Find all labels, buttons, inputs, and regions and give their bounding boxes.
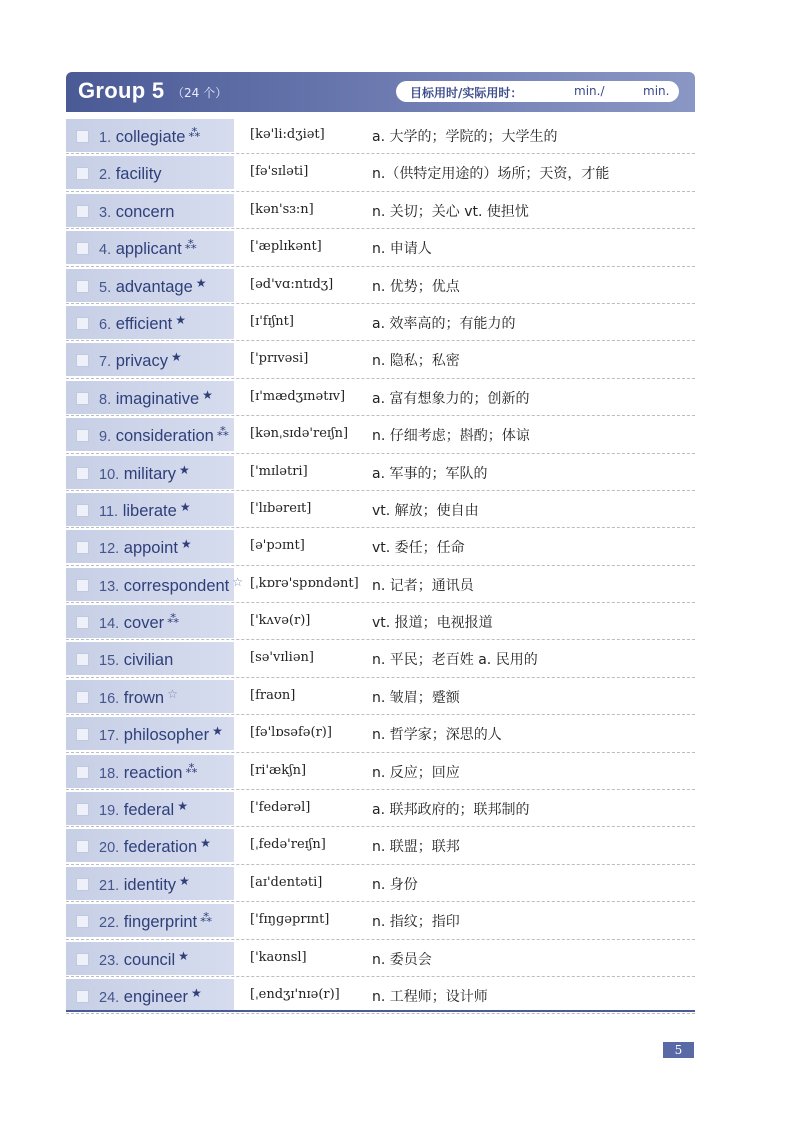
word-number: 22. [99,915,120,932]
word-cell [66,717,234,750]
word-text: federation [123,838,198,857]
word-cell [66,829,234,862]
meaning: n. 工程师；设计师 [372,988,488,1005]
group-title: Group 5 [78,78,165,103]
word-number: 8. [99,391,112,408]
meaning: n. 平民；老百姓 a. 民用的 [372,652,538,669]
word-text: collegiate [115,128,186,146]
phonetic: [ɪ'mædʒɪnətɪv] [250,388,346,404]
word-cell [66,680,234,713]
word-mark: ★ [179,499,191,514]
table-row [66,117,695,154]
word-cell [66,231,234,264]
word-cell [66,194,234,227]
meaning: n. 优势；优点 [372,278,460,295]
table-row [66,416,695,453]
word-number: 4. [99,242,112,259]
word-mark: ★ [195,275,207,290]
phonetic: [kənˌsɪdə'reɪʃn] [250,426,349,442]
word-number: 14. [99,616,120,633]
phonetic: ['lɪbəreɪt] [250,500,312,516]
checkbox[interactable] [76,616,89,629]
word-entry [99,425,229,446]
word-mark: ★ [200,836,211,851]
checkbox[interactable] [76,803,89,816]
word-cell [66,456,234,489]
meaning: n. 隐私；私密 [372,353,460,370]
word-number: 19. [99,803,120,820]
word-number: 3. [99,204,112,221]
word-count: （24 个） [172,86,228,100]
word-cell [66,568,244,601]
phonetic: [kən'sɜ:n] [250,201,314,217]
word-cell [66,642,234,675]
checkbox[interactable] [76,205,89,218]
word-mark: ⁂ [184,238,197,253]
phonetic: [ɪ'fɪʃnt] [250,313,294,329]
word-cell [66,269,234,302]
table-row [66,304,695,341]
phonetic: [fraʊn] [250,687,296,703]
checkbox[interactable] [76,878,89,891]
word-entry [99,126,200,147]
word-text: military [123,464,177,483]
word-cell [66,867,234,900]
word-number: 24. [99,989,120,1006]
word-number: 18. [99,765,120,782]
word-entry [99,687,178,708]
table-row [66,865,695,902]
target-time-unit: min./ [574,84,605,98]
checkbox[interactable] [76,280,89,293]
checkbox[interactable] [76,467,89,480]
word-cell [66,942,234,975]
meaning: n. 仔细考虑；斟酌；体谅 [372,428,530,445]
checkbox[interactable] [76,953,89,966]
word-cell [66,979,234,1012]
checkbox[interactable] [76,915,89,928]
word-entry [99,874,190,895]
vocabulary-table [66,117,695,1014]
word-entry [99,949,189,970]
word-number: 21. [99,877,120,894]
word-number: 7. [99,354,112,371]
phonetic: [aɪ'dentəti] [250,874,323,890]
time-tracker [396,81,679,102]
word-entry [99,612,179,633]
word-entry [99,649,176,670]
meaning: vt. 委任；任命 [372,540,465,557]
word-mark: ★ [177,799,188,814]
table-row [66,528,695,565]
word-cell [66,306,234,339]
table-row [66,154,695,191]
word-mark: ★ [179,462,190,477]
phonetic: [fə'lɒsəfə(r)] [250,725,332,741]
word-entry [99,986,202,1007]
table-row [66,566,695,603]
word-text: council [123,950,176,969]
word-mark: ★ [178,948,189,963]
page-number: 5 [663,1042,694,1058]
phonetic: ['mɪlətri] [250,463,308,479]
phonetic: ['fedərəl] [250,800,311,816]
word-mark: ★ [191,985,202,1000]
table-row [66,827,695,864]
checkbox[interactable] [76,653,89,666]
word-number: 12. [99,541,120,558]
word-cell [66,605,234,638]
word-text: privacy [115,352,168,371]
word-mark: ⁂ [167,612,180,627]
meaning: a. 效率高的；有能力的 [372,315,516,332]
word-cell [66,755,234,788]
meaning: n. 联盟；联邦 [372,839,460,856]
word-number: 10. [99,466,120,483]
table-row [66,640,695,677]
phonetic: [sə'vɪliən] [250,650,314,666]
word-text: efficient [115,314,173,333]
checkbox[interactable] [76,691,89,704]
checkbox[interactable] [76,840,89,853]
meaning: n.（供特定用途的）场所；天资，才能 [372,166,610,183]
meaning: vt. 报道；电视报道 [372,615,493,632]
word-entry [99,537,192,558]
word-text: reaction [123,763,183,782]
phonetic: [ˌendʒɪ'nɪə(r)] [250,986,340,1002]
word-text: fingerprint [123,913,198,932]
word-entry [99,238,197,259]
word-mark: ★ [179,873,190,888]
word-mark: ★ [212,724,223,739]
word-entry [99,724,223,745]
word-entry [99,313,186,334]
phonetic: [ə'pɔɪnt] [250,538,305,554]
word-cell [66,792,234,825]
word-cell [66,418,234,451]
word-entry [99,762,197,783]
word-number: 6. [99,316,112,333]
word-cell [66,381,234,414]
meaning: n. 委员会 [372,951,432,968]
phonetic: ['kʌvə(r)] [250,613,311,629]
table-row [66,267,695,304]
word-cell [66,156,234,189]
word-text: frown [123,688,165,707]
group-header [66,72,695,112]
word-text: engineer [123,987,188,1006]
word-text: correspondent [123,576,230,595]
phonetic: ['æplɪkənt] [250,239,322,255]
table-row [66,454,695,491]
checkbox[interactable] [76,728,89,741]
table-bottom-rule [66,1010,695,1012]
word-mark: ★ [202,387,213,402]
word-number: 9. [99,429,112,446]
checkbox[interactable] [76,354,89,367]
checkbox[interactable] [76,317,89,330]
meaning: a. 军事的；军队的 [372,465,488,482]
meaning: vt. 解放；使自由 [372,502,479,519]
word-mark: ★ [180,537,192,552]
phonetic: [ˌfedə'reɪʃn] [250,837,326,853]
word-mark: ☆ [167,686,178,701]
word-entry [99,163,165,184]
phonetic: [ri'ækʃn] [250,762,307,778]
word-text: federal [123,801,175,820]
word-entry [99,201,177,222]
word-entry [99,836,211,857]
meaning: n. 皱眉；蹙额 [372,689,460,706]
word-number: 5. [99,279,112,296]
phonetic: ['prɪvəsi] [250,351,309,367]
meaning: a. 富有想象力的；创新的 [372,390,530,407]
meaning: n. 身份 [372,876,418,893]
phonetic: [əd'vɑ:ntɪdʒ] [250,276,334,292]
word-entry [99,575,243,596]
meaning: n. 关切；关心 vt. 使担忧 [372,203,529,220]
checkbox[interactable] [76,429,89,442]
word-mark: ⁂ [185,761,198,776]
checkbox[interactable] [76,579,89,592]
table-row [66,229,695,266]
word-text: civilian [123,651,174,670]
checkbox[interactable] [76,130,89,143]
table-row [66,192,695,229]
meaning: a. 联邦政府的；联邦制的 [372,802,530,819]
word-text: appoint [123,539,178,558]
actual-time-unit: min. [643,84,670,98]
word-text: facility [115,165,162,184]
word-text: liberate [122,501,177,520]
checkbox[interactable] [76,167,89,180]
word-text: identity [123,875,177,894]
word-text: philosopher [123,726,210,745]
checkbox[interactable] [76,392,89,405]
word-mark: ★ [170,350,182,365]
phonetic: [fə'sɪləti] [250,164,309,180]
checkbox[interactable] [76,990,89,1003]
table-row [66,715,695,752]
word-entry [99,799,188,820]
word-entry [99,276,207,297]
word-number: 16. [99,690,120,707]
word-mark: ⁂ [200,911,213,926]
word-number: 23. [99,952,120,969]
meaning: n. 指纹；指印 [372,914,460,931]
word-number: 11. [99,503,119,520]
word-cell [66,493,234,526]
time-label: 目标用时/实际用时： [410,86,523,100]
word-entry [99,463,190,484]
table-row [66,678,695,715]
word-text: applicant [115,240,182,259]
word-cell [66,119,234,152]
word-number: 13. [99,578,120,595]
table-row [66,491,695,528]
word-entry [99,350,182,371]
word-cell [66,530,234,563]
word-mark: ★ [175,312,187,327]
word-entry [99,911,212,932]
table-row [66,341,695,378]
word-text: cover [123,614,165,633]
phonetic: ['kaʊnsl] [250,949,307,965]
table-row [66,379,695,416]
checkbox[interactable] [76,504,89,517]
word-number: 17. [99,728,120,745]
word-cell [66,343,234,376]
word-text: imaginative [115,389,200,408]
phonetic: ['fɪŋɡəprɪnt] [250,912,330,928]
meaning: n. 申请人 [372,241,432,258]
word-mark: ☆ [232,574,244,589]
meaning: a. 大学的；学院的；大学生的 [372,129,558,145]
checkbox[interactable] [76,541,89,554]
table-row [66,790,695,827]
checkbox[interactable] [76,766,89,779]
word-text: consideration [115,427,214,446]
table-row [66,902,695,939]
word-text: concern [115,202,175,221]
meaning: n. 反应；回应 [372,764,460,781]
word-entry [99,500,191,521]
word-number: 1. [99,130,112,146]
meaning: n. 哲学家；深思的人 [372,727,502,744]
phonetic: [ˌkɒrə'spɒndənt] [250,575,359,591]
word-number: 15. [99,653,120,670]
word-number: 2. [99,167,112,184]
checkbox[interactable] [76,242,89,255]
word-mark: ⁂ [188,126,201,140]
table-row [66,603,695,640]
table-row [66,940,695,977]
meaning: n. 记者；通讯员 [372,577,474,594]
word-entry [99,388,213,409]
phonetic: [kə'li:dʒiət] [250,127,325,142]
table-row [66,753,695,790]
word-text: advantage [115,277,193,296]
word-cell [66,904,234,937]
word-number: 20. [99,840,120,857]
word-mark: ⁂ [216,425,229,440]
table-row [66,977,695,1014]
